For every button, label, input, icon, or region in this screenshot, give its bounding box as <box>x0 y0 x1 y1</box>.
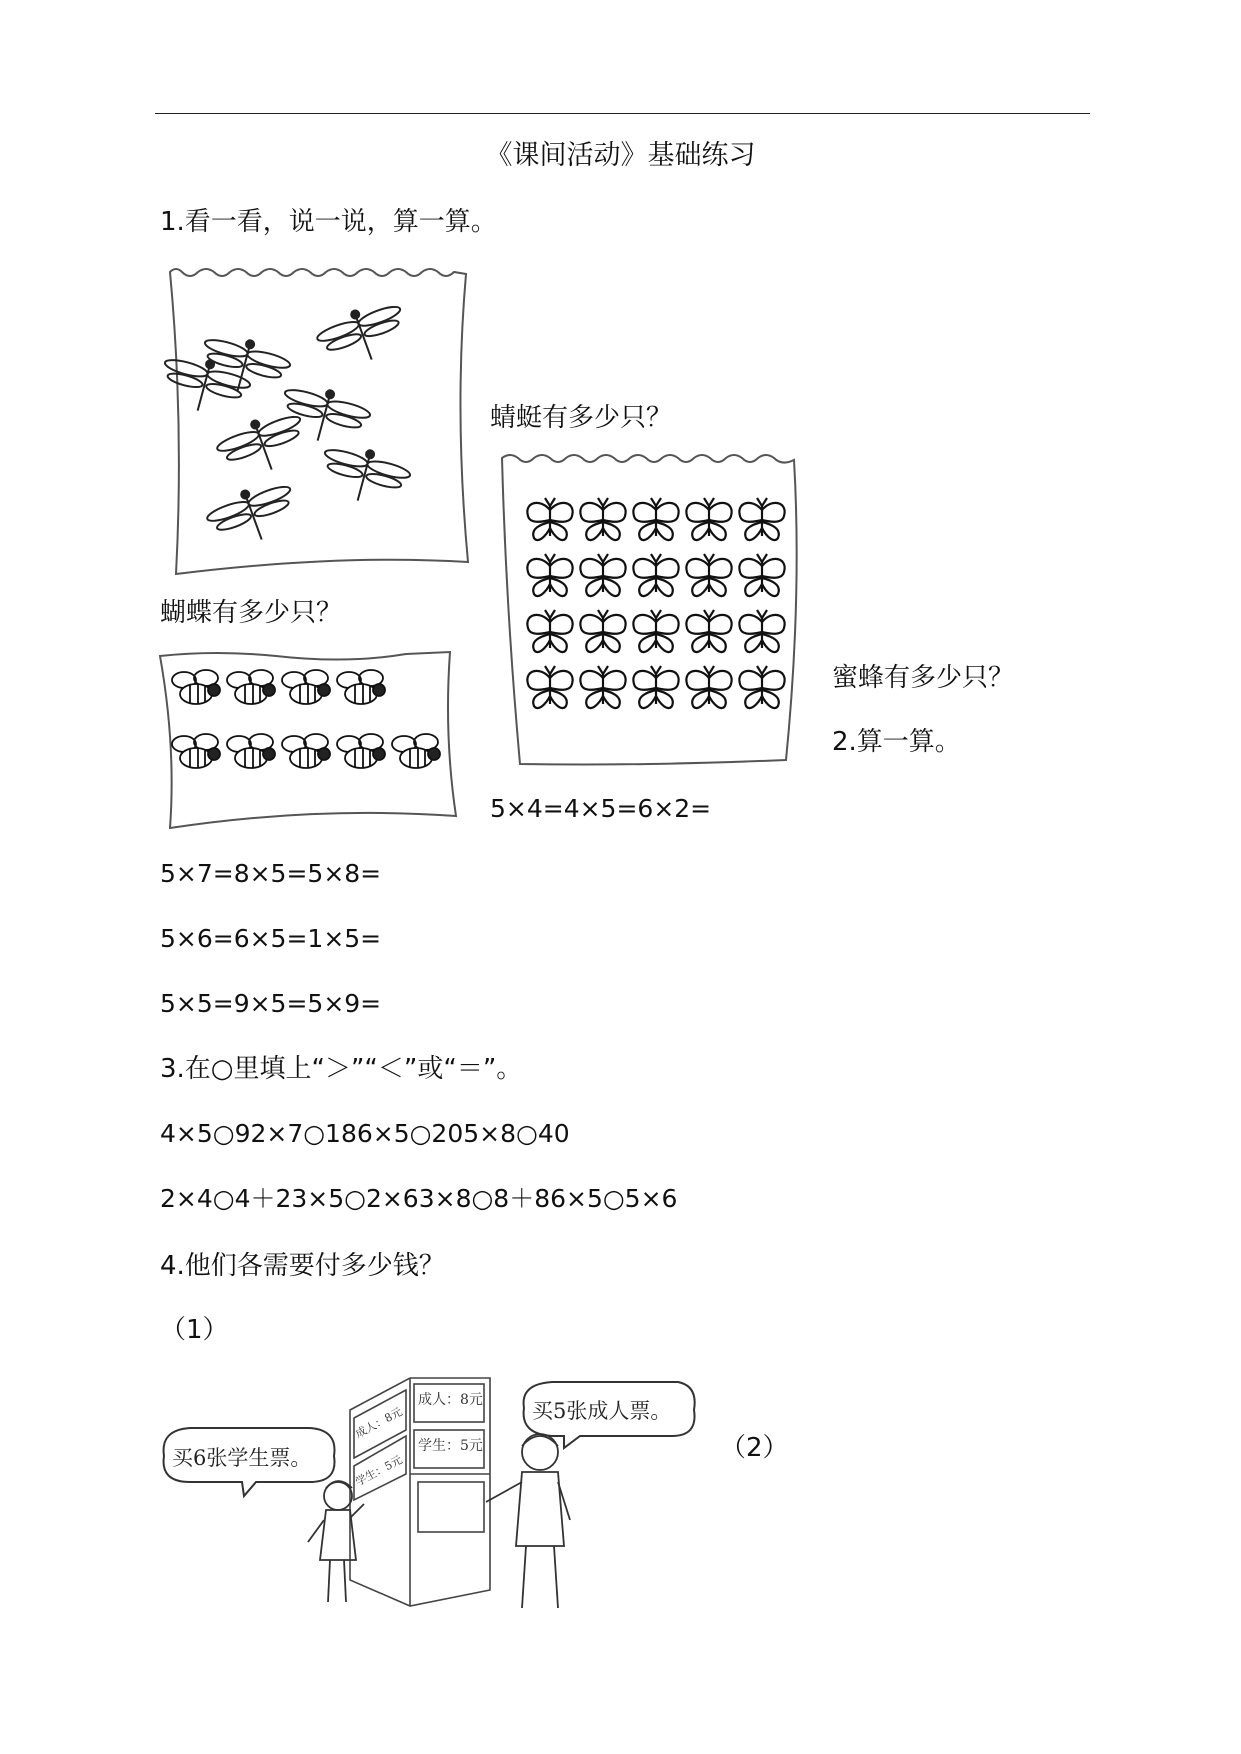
page-title: 《课间活动》基础练习 <box>485 140 756 171</box>
booth <box>350 1378 490 1606</box>
dragonfly-card <box>158 262 478 580</box>
header-rule <box>155 113 1090 114</box>
q4-part-2: （2） <box>720 1433 789 1463</box>
man-figure <box>486 1434 570 1608</box>
butterfly-question: 蝴蝶有多少只？ <box>160 598 343 628</box>
sign-adult-price: 成人：8元 <box>418 1392 483 1408</box>
q2-line-3: 5×6=6×5=1×5= <box>160 924 382 953</box>
sign-student-price: 学生：5元 <box>418 1438 483 1454</box>
butterfly-card <box>496 448 814 774</box>
q1-prompt: 1.看一看，说一说，算一算。 <box>160 207 497 237</box>
man-speech: 买5张成人票。 <box>532 1399 672 1423</box>
bee-question: 蜜蜂有多少只？ <box>832 663 1015 693</box>
q4-prompt: 4.他们各需要付多少钱？ <box>160 1251 445 1281</box>
dragonfly-question: 蜻蜓有多少只？ <box>490 403 673 433</box>
bee-card <box>156 646 468 832</box>
q2-line-2: 5×7=8×5=5×8= <box>160 859 382 888</box>
q4-part-1: （1） <box>160 1315 229 1345</box>
q2-prompt: 2.算一算。 <box>832 727 961 757</box>
q3-line-1: 4×5○92×7○186×5○205×8○40 <box>160 1119 570 1148</box>
q3-prompt: 3.在○里填上“＞”“＜”或“＝”。 <box>160 1054 523 1084</box>
q2-line-4: 5×5=9×5=5×9= <box>160 989 382 1018</box>
ticket-booth-illustration <box>160 1370 700 1620</box>
q2-line-1: 5×4=4×5=6×2= <box>490 794 712 823</box>
q3-line-2: 2×4○4＋23×5○2×63×8○8＋86×5○5×6 <box>160 1184 678 1213</box>
side-sign-adult-price: 成人：8元 <box>353 1405 405 1441</box>
side-sign-student-price: 学生：5元 <box>353 1453 405 1489</box>
girl-speech: 买6张学生票。 <box>172 1446 312 1470</box>
